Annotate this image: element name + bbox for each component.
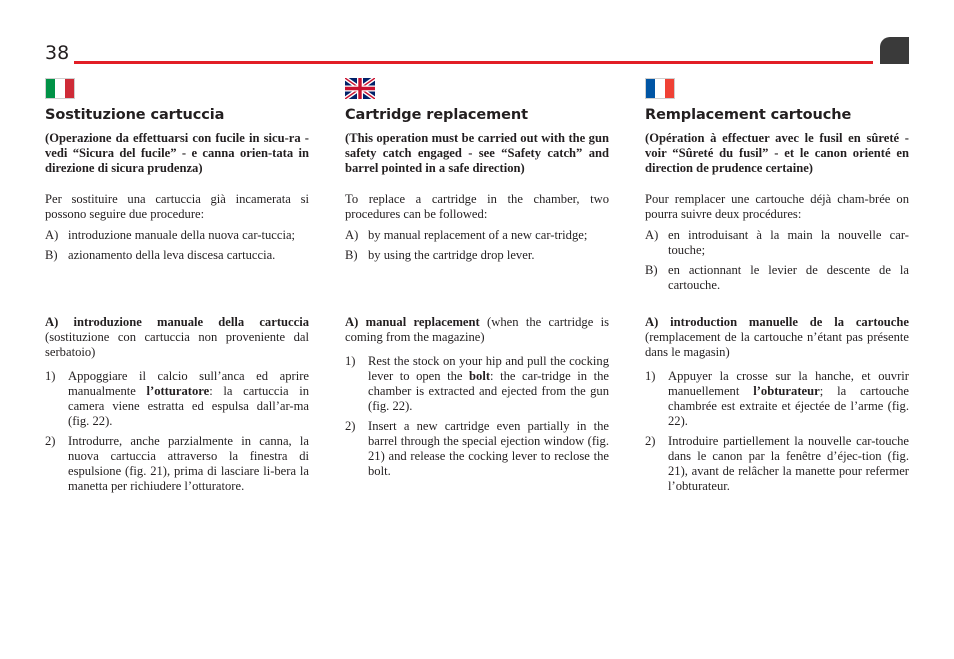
france-flag-icon (645, 78, 675, 99)
section-title: Sostituzione cartuccia (45, 107, 225, 123)
list-item: 2) Insert a new cartridge even partially in the barrel through the special ejection window (fig. 21) and release the cocking lever to reclose the bolt. (345, 419, 609, 478)
list-item: B) by using the cartridge drop lever. (345, 248, 535, 262)
list-item: 2) Introdurre, anche parzialmente in canna, la nuova cartuccia attraverso la finestra di espulsione (fig. 21), prima di lasciare li-bera la manetta per richiudere l’otturatore. (45, 434, 309, 493)
list-item: 2) Introduire partiellement la nouvelle car-touche dans le canon par la fenêtre d’éjec-tion (fig. 21), avant de relâcher la manette pour refermer l’obturateur. (645, 434, 909, 493)
procedure-options (345, 228, 609, 263)
intro-text: Pour remplacer une cartouche déjà cham-brée on pourra suivre deux procédures: (645, 192, 909, 221)
list-item: B) azionamento della leva discesa cartuccia. (45, 248, 276, 262)
list-item: B) en actionnant le levier de descente de la cartouche. (645, 263, 909, 292)
section-title: Remplacement cartouche (645, 107, 852, 123)
list-item: 1) Rest the stock on your hip and pull the cocking lever to open the bolt: the car-tridge in the chamber is extracted and ejected from the gun (fig. 22). (345, 354, 609, 413)
procedure-options (645, 228, 909, 293)
subsection-heading: A) introduzione manuale della cartuccia (sostituzione con cartuccia non proveniente dal serbatoio) (45, 315, 309, 359)
list-item: A) introduzione manuale della nuova car-tuccia; (45, 228, 296, 242)
steps-list (345, 354, 609, 479)
steps-list (45, 369, 309, 494)
safety-warning: (Operazione da effettuarsi con fucile in sicu-ra - vedi “Sicura del fucile” - e canna orien-tata in direzione di sicura prudenza) (45, 131, 309, 175)
list-item: A) en introduisant à la main la nouvelle car-touche; (645, 228, 909, 257)
corner-tab (880, 37, 909, 64)
uk-flag-icon (345, 78, 375, 99)
list-item: 1) Appoggiare il calcio sull’anca ed aprire manualmente l’otturatore: la cartuccia in camera viene estratta ed espulsa dall’ar-ma (fig. 22). (45, 369, 309, 428)
subsection-heading: A) manual replacement (when the cartridge is coming from the magazine) (345, 315, 610, 344)
manual-replacement-section-english (345, 315, 609, 484)
intro-text: To replace a cartridge in the chamber, two procedures can be followed: (345, 192, 609, 221)
italy-flag-icon (45, 78, 75, 99)
safety-warning: (This operation must be carried out with the gun safety catch engaged - see “Safety catch” and barrel pointed in a safe direction) (345, 131, 609, 175)
procedure-options (45, 228, 309, 263)
column-italian (45, 78, 309, 268)
page-number: 38 (45, 42, 70, 64)
subsection-heading: A) introduction manuelle de la cartouche (remplacement de la cartouche n’étant pas présente dans le magasin) (645, 315, 909, 359)
header-rule (74, 61, 873, 64)
manual-replacement-section-french (645, 315, 909, 499)
list-item: A) by manual replacement of a new car-tridge; (345, 228, 588, 242)
list-item: 1) Appuyer la crosse sur la hanche, et ouvrir manuellement l’obturateur; la cartouche chambrée est extraite et éjectée de l’arme (fig. 22). (645, 369, 909, 428)
section-title: Cartridge replacement (345, 107, 528, 123)
safety-warning: (Opération à effectuer avec le fusil en sûreté - voir “Sûreté du fusil” - et le canon orienté en direction de prudence certaine) (645, 131, 909, 175)
steps-list (645, 369, 909, 494)
intro-text: Per sostituire una cartuccia già incamerata si possono seguire due procedure: (45, 192, 309, 221)
column-english (345, 78, 609, 268)
manual-replacement-section-italian (45, 315, 309, 499)
column-french (645, 78, 909, 298)
